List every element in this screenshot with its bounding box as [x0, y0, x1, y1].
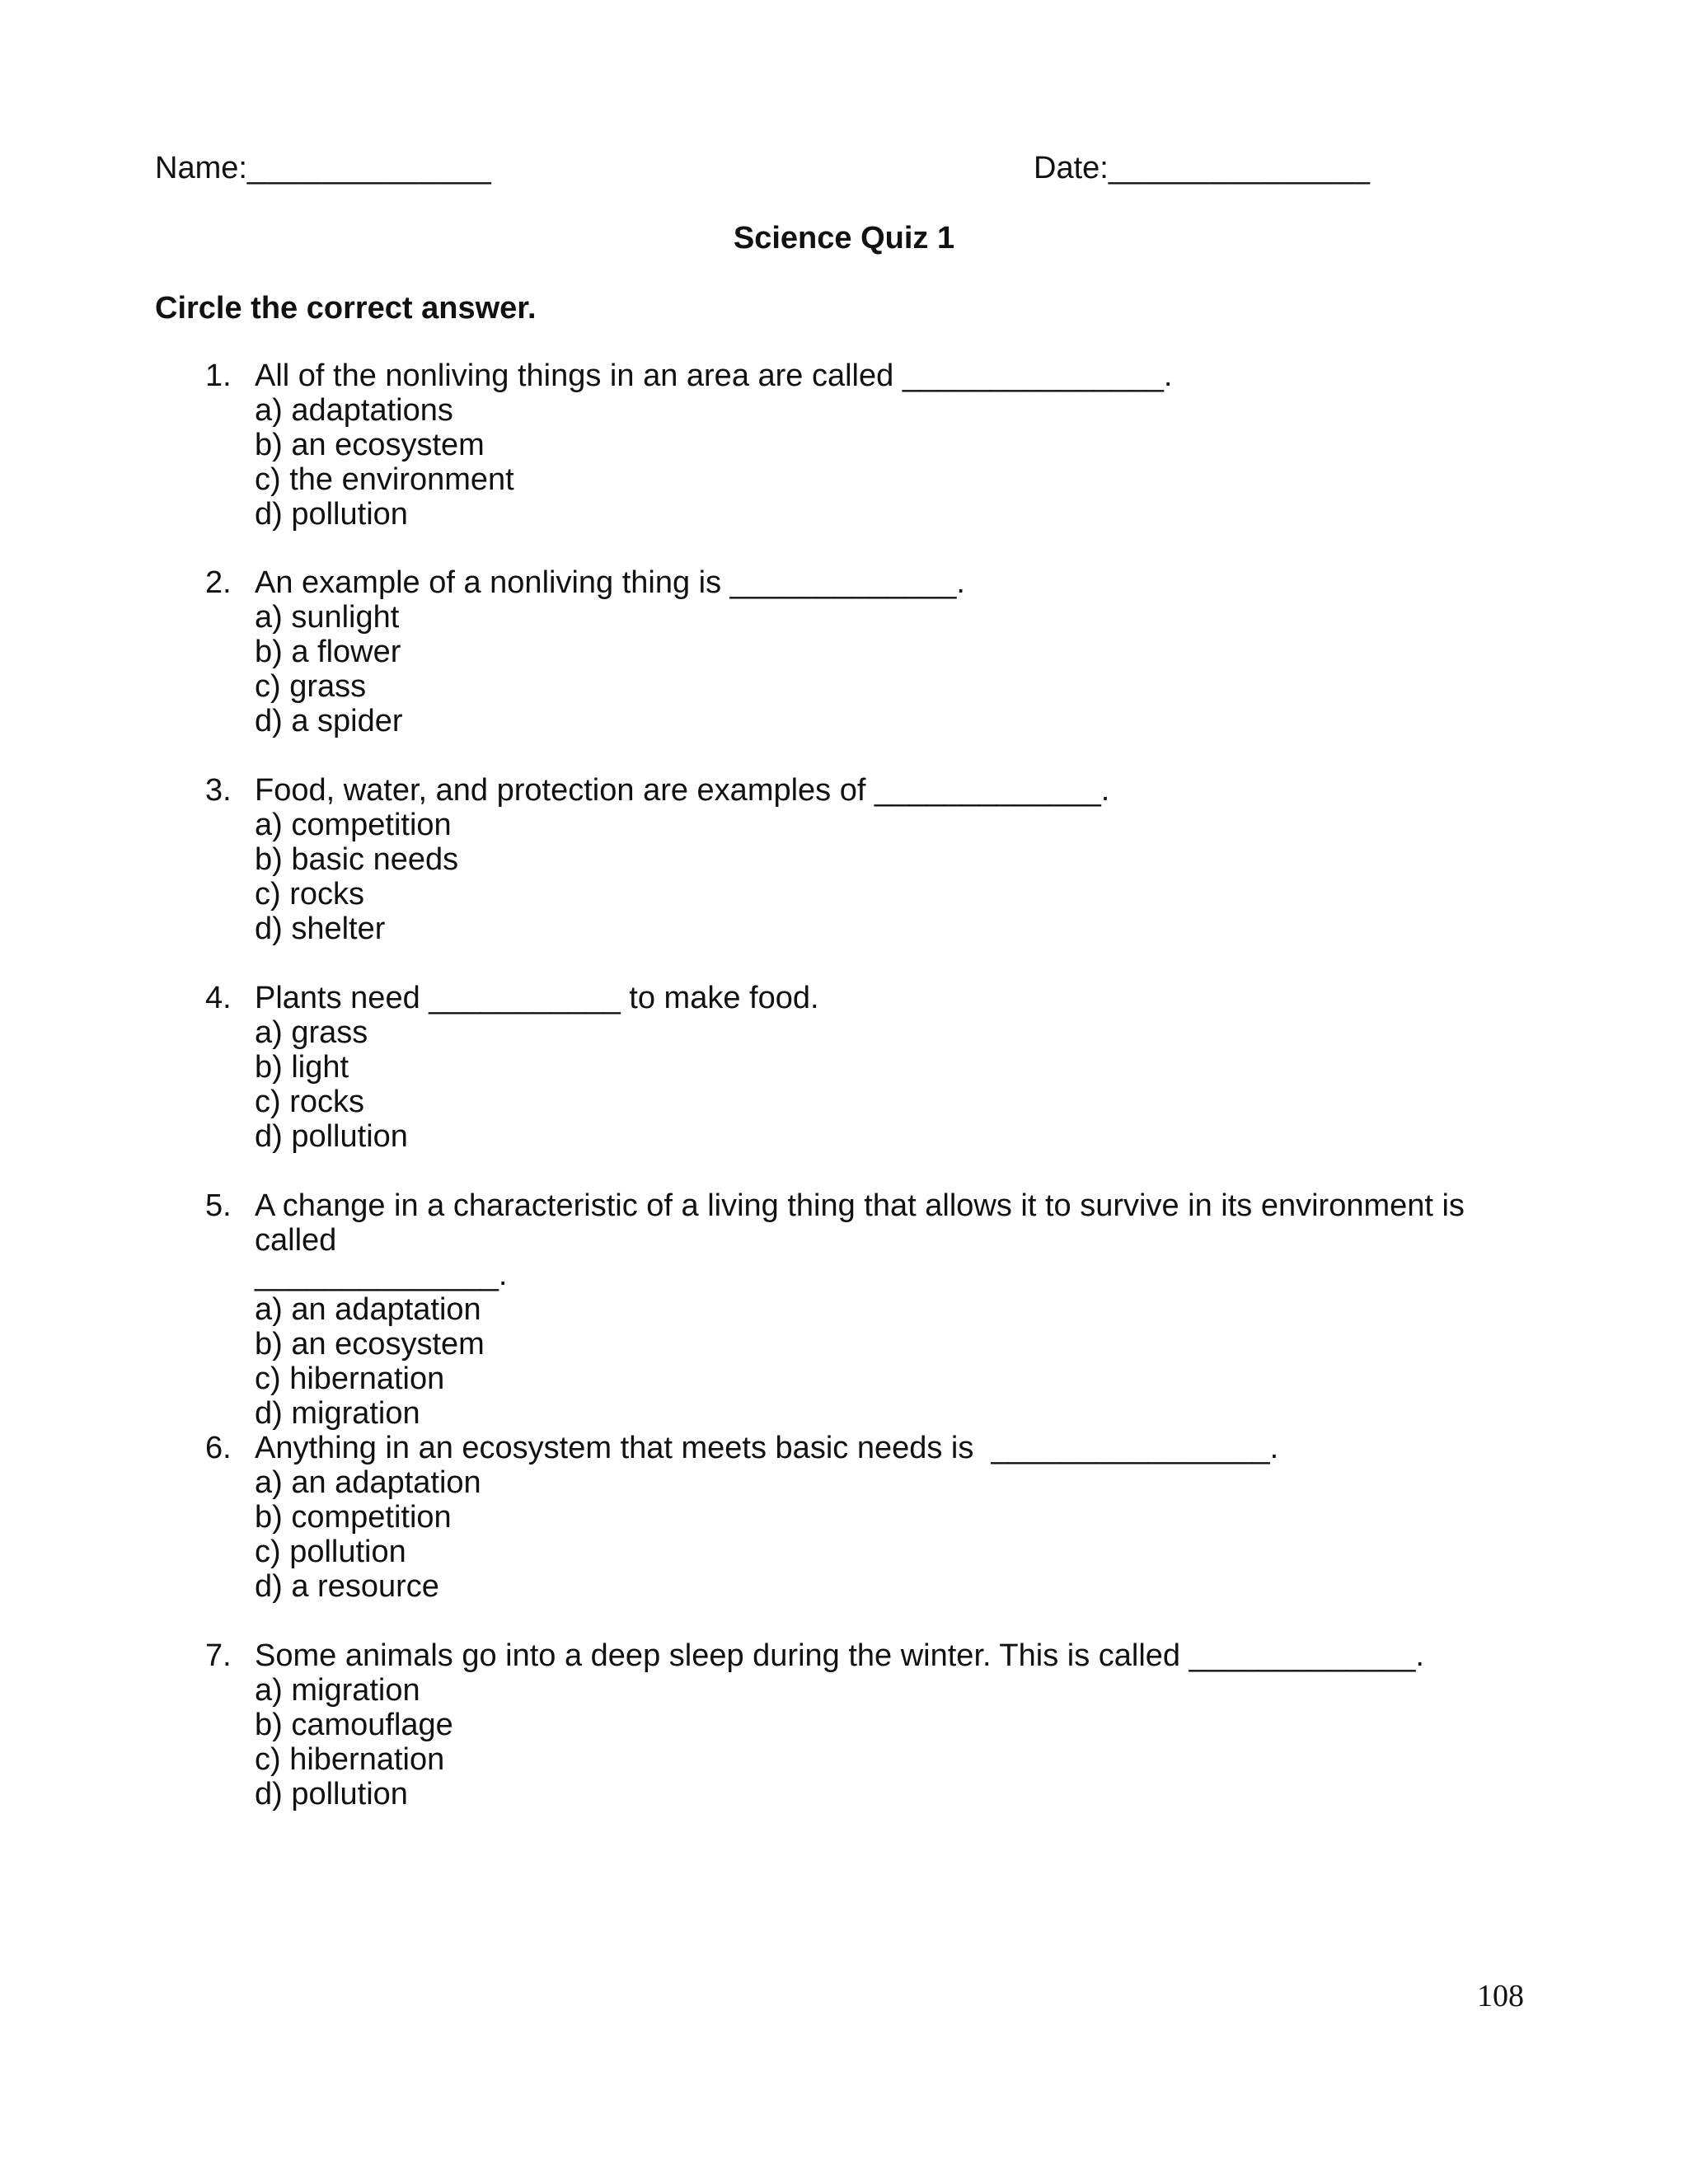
question-body [255, 1188, 1540, 1431]
option-a[interactable]: a) competition [255, 808, 452, 842]
question-text: Anything in an ecosystem that meets basic needs is ________________. [255, 1431, 1279, 1465]
page-number: 108 [1477, 1979, 1524, 2013]
option-a[interactable]: a) an adaptation [255, 1292, 481, 1327]
option-a[interactable]: a) grass [255, 1015, 368, 1050]
question-text: Some animals go into a deep sleep during the winter. This is called _____________. [255, 1638, 1424, 1673]
question-text: An example of a nonliving thing is _____________. [255, 565, 965, 600]
question-body [255, 981, 1540, 1154]
name-field-label: Name:______________ [155, 151, 491, 185]
option-b[interactable]: b) camouflage [255, 1708, 453, 1742]
question-text: Food, water, and protection are examples of _____________. [255, 773, 1110, 808]
option-c[interactable]: c) rocks [255, 1085, 364, 1119]
question-body [255, 1431, 1540, 1604]
option-a[interactable]: a) an adaptation [255, 1465, 481, 1500]
option-d[interactable]: d) a resource [255, 1569, 439, 1604]
option-b[interactable]: b) an ecosystem [255, 428, 485, 462]
option-d[interactable]: d) pollution [255, 1119, 408, 1154]
date-field-label: Date:_______________ [1034, 151, 1370, 185]
option-b[interactable]: b) a flower [255, 635, 401, 669]
question-body [255, 773, 1540, 946]
question-number: 4. [205, 981, 232, 1015]
option-c[interactable]: c) the environment [255, 462, 514, 497]
option-d[interactable]: d) pollution [255, 497, 408, 532]
page-title: Science Quiz 1 [733, 221, 955, 255]
option-d[interactable]: d) migration [255, 1396, 420, 1431]
instructions: Circle the correct answer. [155, 291, 537, 326]
question-body [255, 359, 1540, 532]
option-b[interactable]: b) competition [255, 1500, 452, 1535]
option-a[interactable]: a) sunlight [255, 600, 400, 635]
question-number: 2. [205, 565, 232, 600]
option-a[interactable]: a) adaptations [255, 393, 453, 428]
option-d[interactable]: d) pollution [255, 1777, 408, 1811]
question-number: 5. [205, 1188, 232, 1223]
question-body [255, 1638, 1540, 1811]
option-c[interactable]: c) hibernation [255, 1742, 445, 1777]
option-c[interactable]: c) rocks [255, 877, 364, 912]
option-c[interactable]: c) grass [255, 669, 367, 704]
option-c[interactable]: c) pollution [255, 1535, 406, 1569]
option-d[interactable]: d) a spider [255, 704, 403, 738]
question-number: 7. [205, 1638, 232, 1673]
question-text: Plants need ___________ to make food. [255, 981, 819, 1015]
question-text: All of the nonliving things in an area are called _______________. [255, 359, 1173, 393]
option-b[interactable]: b) light [255, 1050, 349, 1085]
question-number: 3. [205, 773, 232, 808]
question-number: 6. [205, 1431, 232, 1465]
option-c[interactable]: c) hibernation [255, 1361, 445, 1396]
question-number: 1. [205, 359, 232, 393]
option-b[interactable]: b) basic needs [255, 842, 459, 877]
question-text: A change in a characteristic of a living thing that allows it to survive in its environment is called ______________. [255, 1188, 1465, 1292]
option-b[interactable]: b) an ecosystem [255, 1327, 485, 1361]
question-body [255, 565, 1540, 738]
option-d[interactable]: d) shelter [255, 912, 386, 946]
option-a[interactable]: a) migration [255, 1673, 420, 1708]
